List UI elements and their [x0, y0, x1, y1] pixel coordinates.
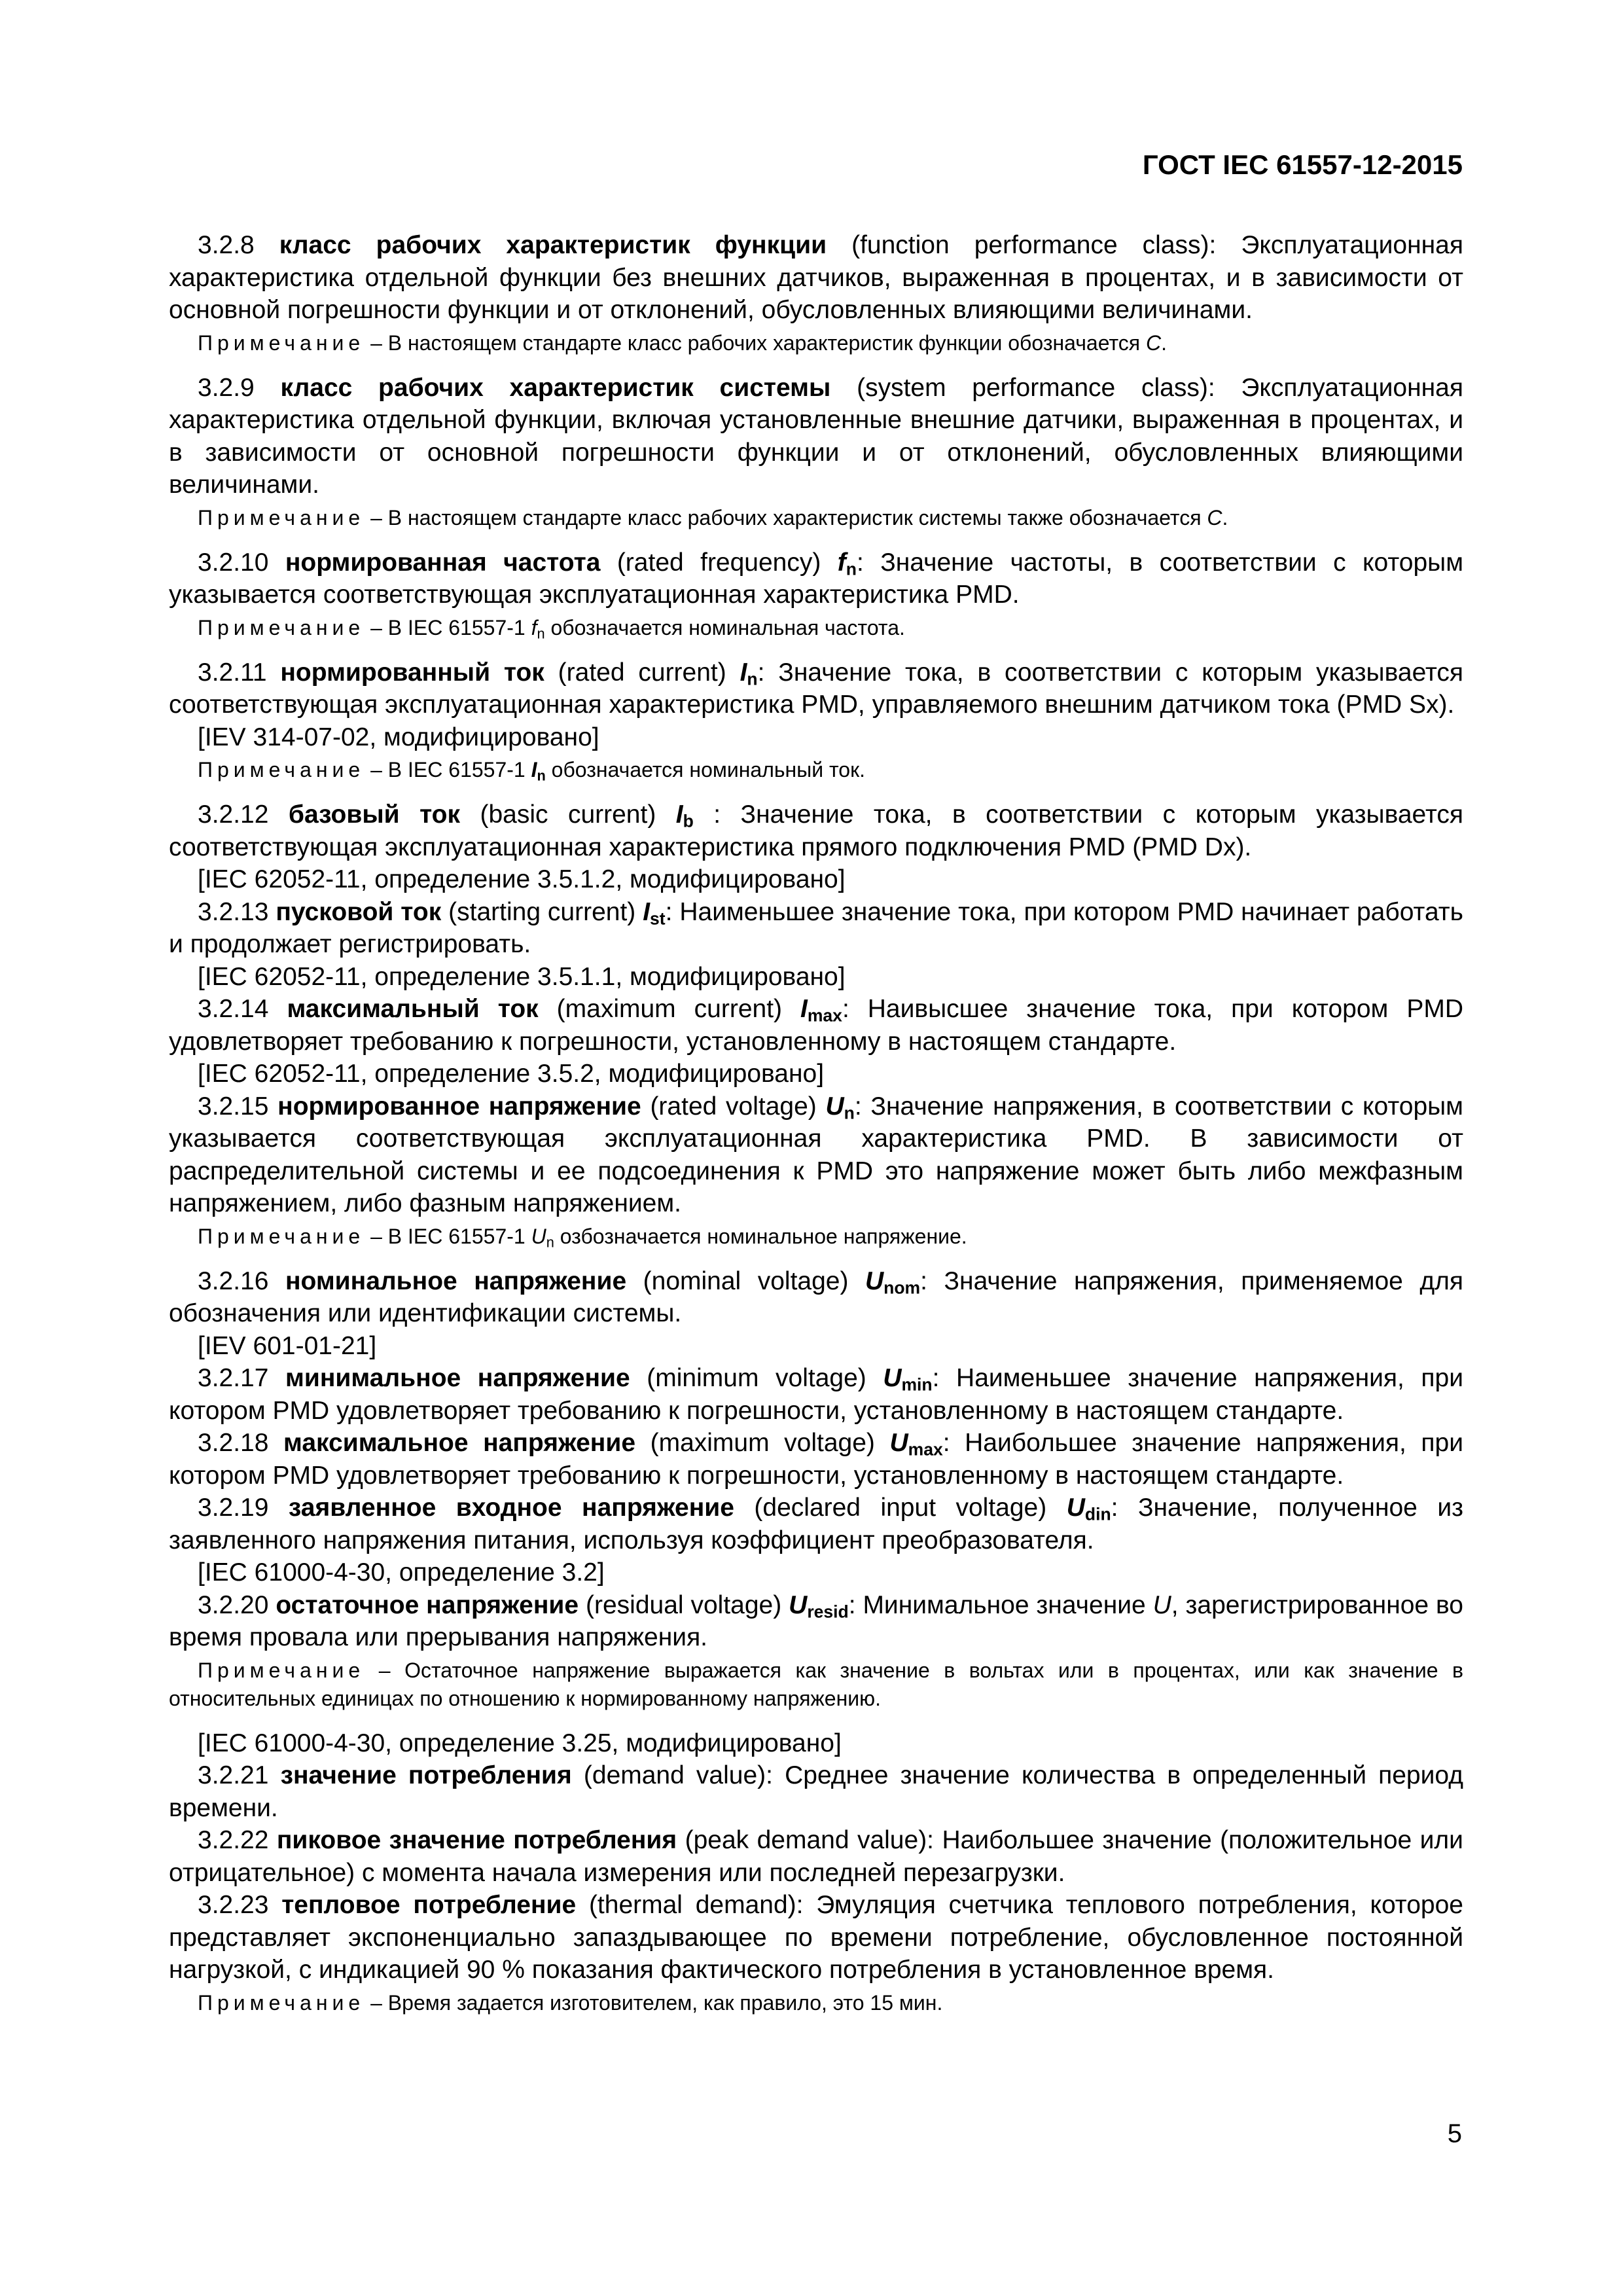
- reference-3-2-19: [IEC 61000-4-30, определение 3.2]: [198, 1558, 605, 1587]
- term: максимальное напряжение: [283, 1429, 636, 1457]
- term: значение потребления: [280, 1761, 572, 1789]
- definition-3-2-20: 3.2.20 остаточное напряжение (residual voltage) $U_{resid}$: Минимальное значение U, зарегистрированное во время провала или прерывания напряжения.: [169, 1590, 1463, 1651]
- clause-number: 3.2.8: [198, 231, 255, 259]
- page-number: 5: [1447, 2119, 1462, 2148]
- term: класс рабочих характеристик функции: [279, 231, 827, 259]
- reference-3-2-11: [IEV 314-07-02, модифицировано]: [198, 723, 599, 751]
- term: нормированная частота: [285, 548, 601, 577]
- term: минимальное напряжение: [285, 1364, 630, 1392]
- definition-3-2-9: 3.2.9 класс рабочих характеристик системы (system performance class): Эксплуатационная характеристика отдельной функции, включая установленные внешние датчики, выраженная в процентах, и в зависимости от основной погрешности функции и от отклонений, обусловленных влияющими величинами.: [169, 373, 1463, 499]
- definition-3-2-8: [169, 229, 1463, 327]
- reference-3-2-16: [IEV 601-01-21]: [198, 1331, 377, 1360]
- note-label: Примечание: [198, 331, 365, 355]
- definition-3-2-11: 3.2.11 нормированный ток (rated current) $I_n$: Значение тока, в соответствии с которым указывается соответствующая эксплуатационная характеристика PMD, управляемого внешним датчиком тока (PMD Sx).: [169, 658, 1464, 719]
- note-label: Примечание: [198, 758, 365, 781]
- note-3-2-23: Примечание – Время задается изготовителем, как правило, это 15 мин.: [198, 1990, 943, 2015]
- note-label: Примечание: [198, 1990, 365, 2015]
- term: тепловое потребление: [281, 1891, 577, 1919]
- definition-3-2-17: 3.2.17 минимальное напряжение (minimum voltage) $U_{min}$: Наименьшее значение напряжения, при котором PMD удовлетворяет требованию к погрешности, установленному в настоящем стандарте.: [169, 1364, 1464, 1425]
- term: заявленное входное напряжение: [288, 1494, 734, 1522]
- note-3-2-11: Примечание – В IEC 61557-1 $I_n$ обозначается номинальный ток.: [198, 758, 865, 784]
- reference-3-2-13: [IEC 62052-11, определение 3.5.1.1, модифицировано]: [198, 962, 846, 991]
- note-label: Примечание: [198, 615, 365, 639]
- note-label: Примечание: [198, 1224, 365, 1248]
- reference-3-2-12: [IEC 62052-11, определение 3.5.1.2, модифицировано]: [198, 865, 846, 893]
- definition-3-2-23: 3.2.23 тепловое потребление (thermal demand): Эмуляция счетчика теплового потребления, которое представляет экспоненциально запаздывающее по времени потребление, обусловленное постоянной нагрузкой, с индикацией 90 % показания фактического потребления в установленное время.: [169, 1891, 1463, 1984]
- term: остаточное напряжение: [276, 1590, 579, 1619]
- note-label: Примечание: [198, 1658, 365, 1682]
- note-3-2-15: Примечание – В IEC 61557-1 $U_n$ озбозначается номинальное напряжение.: [198, 1224, 967, 1250]
- reference-3-2-20: [IEC 61000-4-30, определение 3.25, модифицировано]: [198, 1729, 842, 1757]
- definition-3-2-13: 3.2.13 пусковой ток (starting current) $I_{st}$: Наименьшее значение тока, при котором PMD начинает работать и продолжает регистрировать.: [169, 897, 1463, 958]
- definition-3-2-12: 3.2.12 базовый ток (basic current) $I_b$ : Значение тока, в соответствии с которым указывается соответствующая эксплуатационная характеристика прямого подключения PMD (PMD Dx).: [169, 800, 1463, 861]
- note-3-2-9: Примечание – В настоящем стандарте класс рабочих характеристик системы также обозначается C.: [198, 505, 1228, 529]
- definition-3-2-21: 3.2.21 значение потребления (demand value): Среднее значение количества в определенный период времени.: [169, 1761, 1463, 1822]
- symbol: $f_n$: [837, 548, 857, 579]
- definition-3-2-14: 3.2.14 максимальный ток (maximum current) $I_{max}$: Наивысшее значение тока, при котором PMD удовлетворяет требованию к погрешности, установленному в настоящем стандарте.: [169, 995, 1463, 1056]
- reference-3-2-14: [IEC 62052-11, определение 3.5.2, модифицировано]: [198, 1060, 825, 1088]
- note-label: Примечание: [198, 505, 365, 529]
- definition-3-2-19: 3.2.19 заявленное входное напряжение (declared input voltage) $U_{din}$: Значение, полученное из заявленного напряжения питания, используя коэффициент преобразователя.: [169, 1494, 1463, 1554]
- document-header: ГОСТ IEC 61557-12-2015: [1142, 149, 1463, 180]
- term: максимальный ток: [287, 995, 539, 1023]
- term: пусковой ток: [276, 897, 442, 926]
- term: нормированное напряжение: [277, 1092, 641, 1121]
- definition-3-2-22: 3.2.22 пиковое значение потребления (peak demand value): Наибольшее значение (положительное или отрицательное) с момента начала измерения или последней перезагрузки.: [169, 1826, 1463, 1887]
- definition-text: (function performance class): Эксплуатационная характеристика отдельной функции без внешних датчиков, выраженная в процентах, и в зависимости от основной погрешности функции и от отклонений, обусловленных влияющими величинами.: [169, 231, 1463, 324]
- definition-3-2-16: 3.2.16 номинальное напряжение (nominal voltage) $U_{nom}$: Значение напряжения, применяемое для обозначения или идентификации системы.: [169, 1266, 1463, 1327]
- term: базовый ток: [288, 800, 461, 829]
- term: номинальное напряжение: [285, 1266, 627, 1295]
- definition-3-2-18: 3.2.18 максимальное напряжение (maximum voltage) $U_{max}$: Наибольшее значение напряжения, при котором PMD удовлетворяет требованию к погрешности, установленному в настоящем стандарте.: [169, 1429, 1463, 1490]
- definition-3-2-15: 3.2.15 нормированное напряжение (rated voltage) $U_n$: Значение напряжения, в соответствии с которым указывается соответствующая эксплуатационная характеристика PMD. В зависимости от распределительной системы и ее подсоединения к PMD это напряжение может быть либо межфазным напряжением, либо фазным напряжением.: [169, 1092, 1463, 1217]
- note-3-2-20: Примечание – Остаточное напряжение выражается как значение в вольтах или в процентах, или как значение в относительных единицах по отношению к нормированному напряжению.: [169, 1658, 1464, 1710]
- note-3-2-10: Примечание – В IEC 61557-1 $f_n$ обозначается номинальная частота.: [198, 615, 905, 641]
- note-3-2-8: Примечание – В настоящем стандарте класс рабочих характеристик функции обозначается C.: [198, 331, 1167, 355]
- definition-3-2-10: 3.2.10 нормированная частота (rated frequency) $f_n$: Значение частоты, в соответствии с которым указывается соответствующая эксплуатационная характеристика PMD.: [169, 548, 1464, 609]
- definitions-section: [169, 229, 1463, 2032]
- term: пиковое значение потребления: [276, 1826, 677, 1854]
- term: нормированный ток: [280, 658, 544, 687]
- term: класс рабочих характеристик системы: [280, 373, 831, 402]
